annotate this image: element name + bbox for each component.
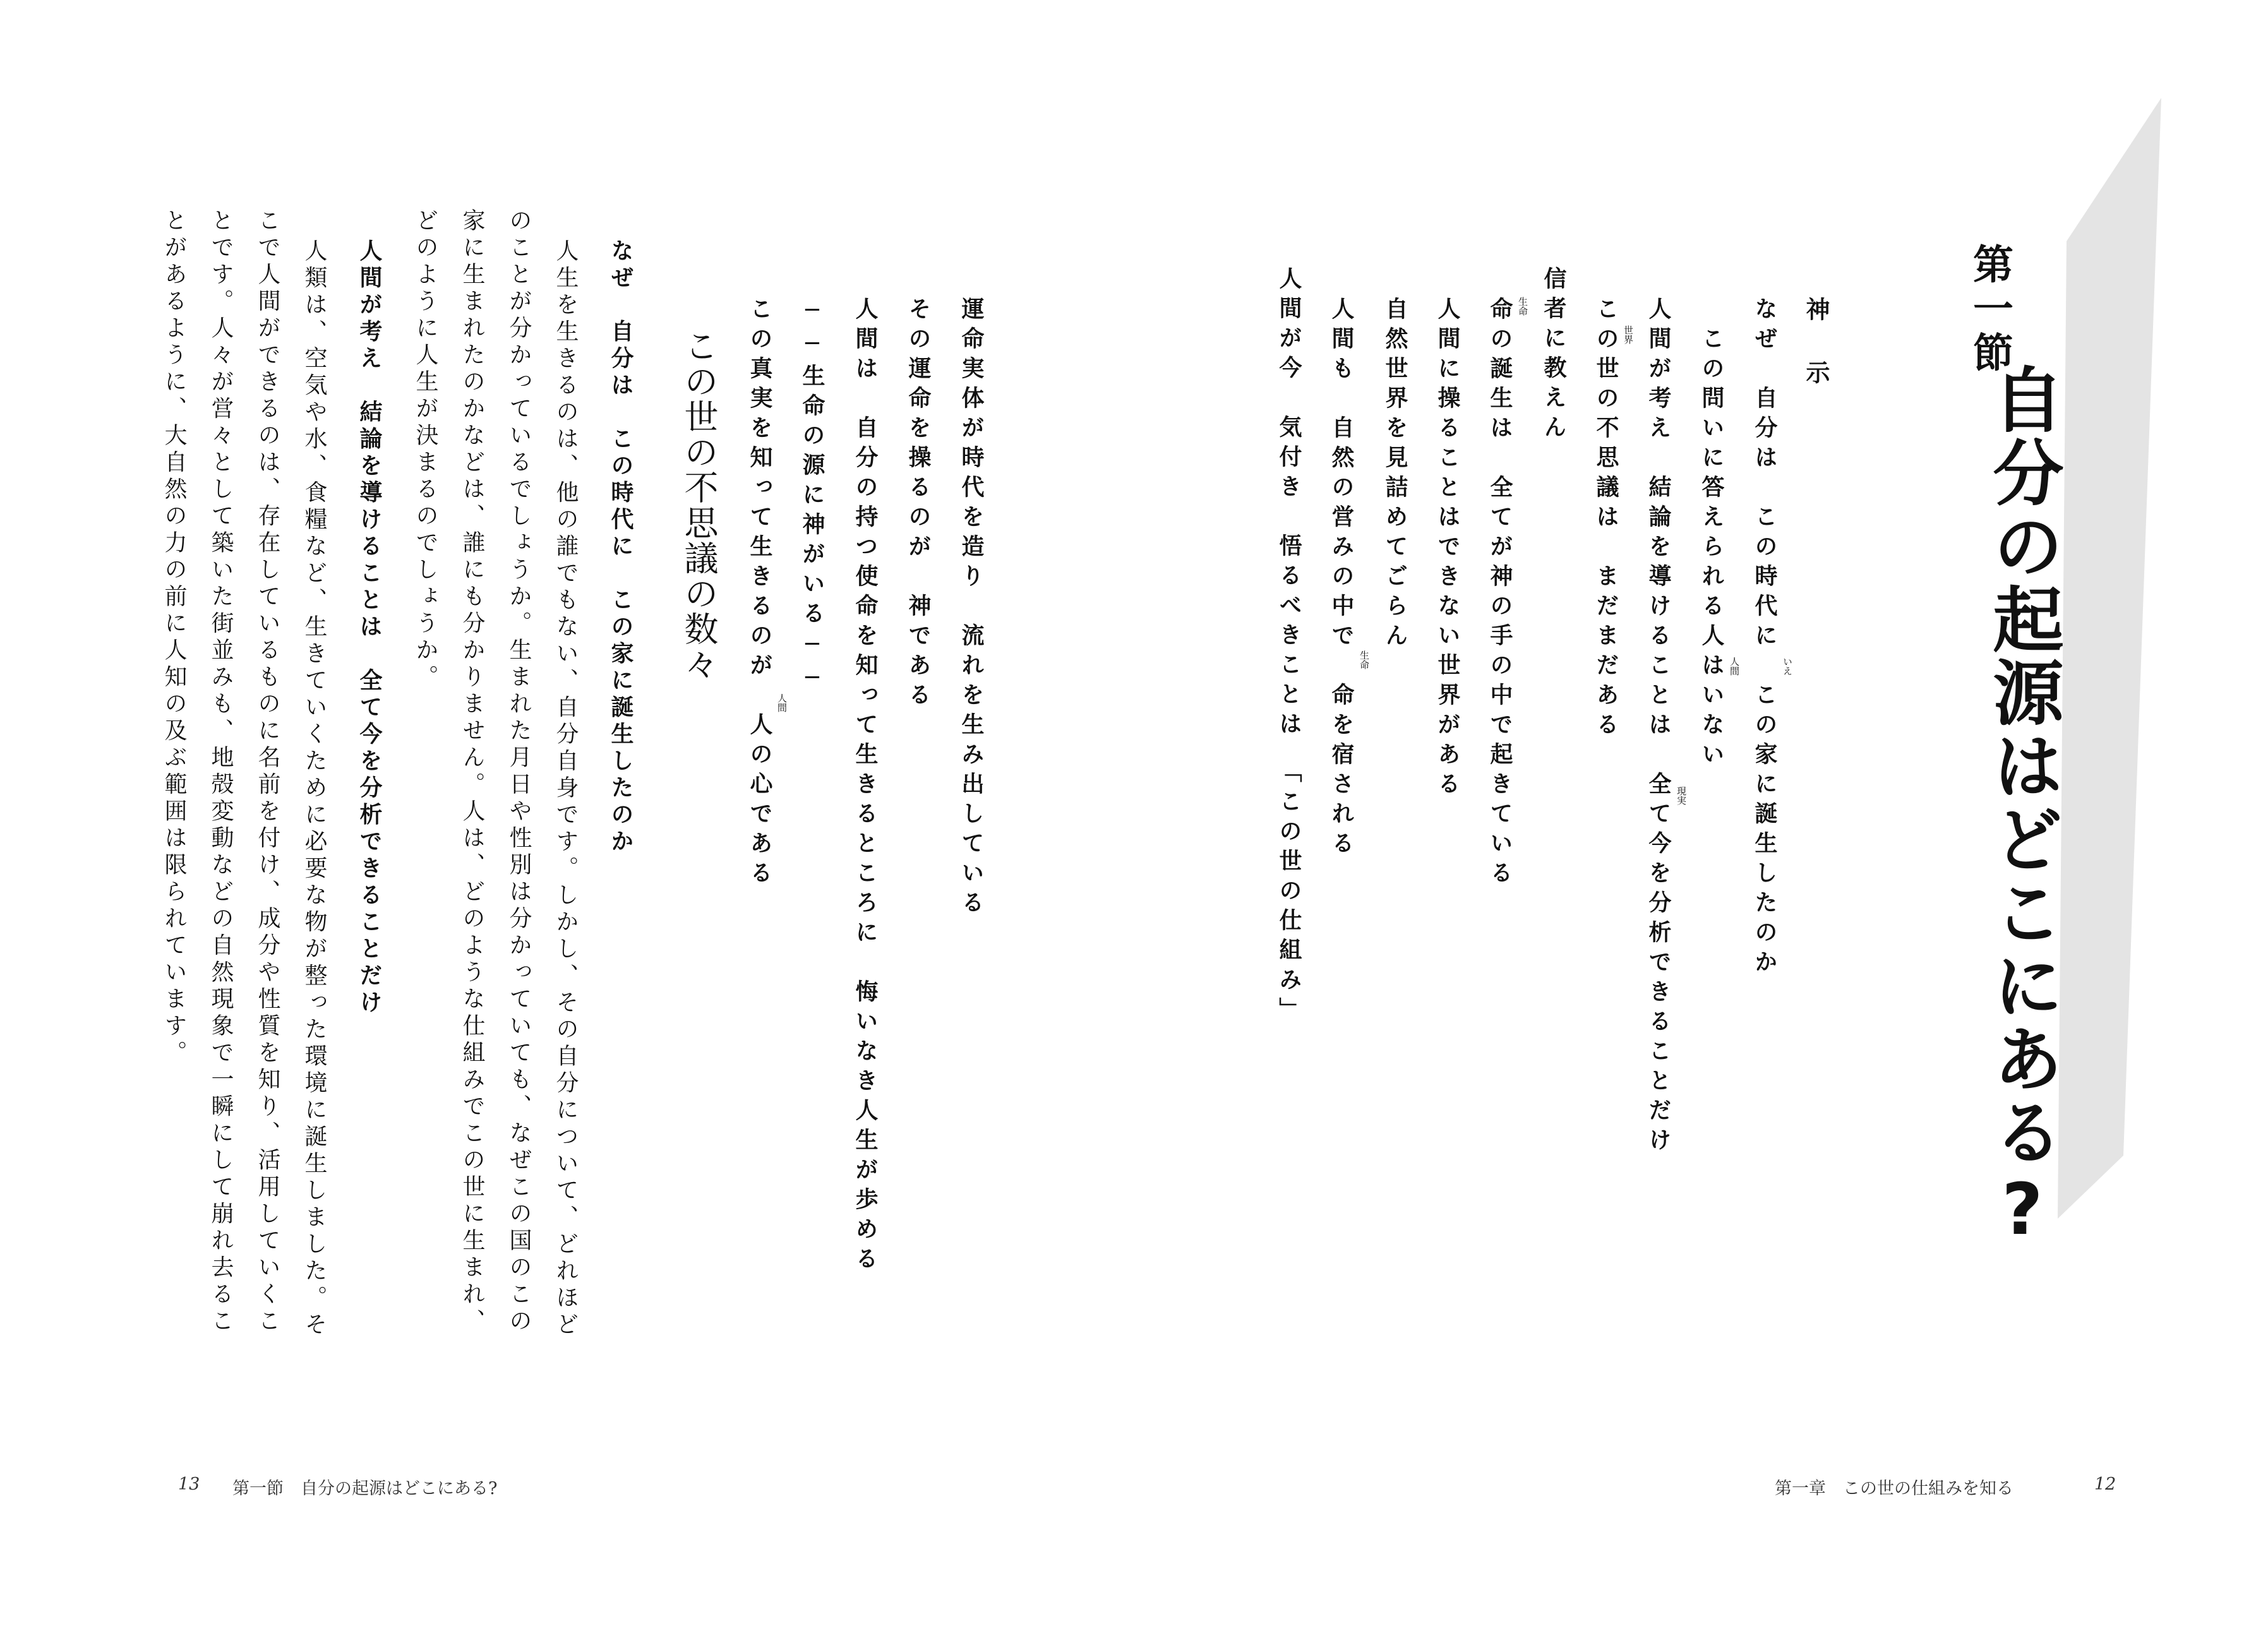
prose-line: 人間が考え 結論を導けることは 全て今を分析できることだけ [356,239,383,1017]
prose-line: こで人間ができるのは、存在しているものに名前を付け、成分や性質を知り、活用していくこ [255,208,280,1336]
poem-line: 人間に操ることはできない世界がある [1434,297,1461,801]
left-running-head: 第一節 自分の起源はどこにある? [232,1479,498,1498]
poem-line: 人間は 自分の持つ使命を知って生きるところに 悔いなき人生が歩める [852,297,879,1276]
prose-line: なぜ 自分は この時代に この家に誕生したのか [608,239,634,856]
prose-line: どのように人生が決まるのでしょうか。 [412,208,438,691]
poem-line: 人間が考え 結論を導けることは 全て今を分析できることだけ [1645,297,1672,1157]
poem-line: 人間が今 気付き 悟るべきことは 「この世の仕組み」 [1276,266,1302,1027]
poem-title: 神示 [1802,297,1830,423]
section-label: 第一節 [1966,243,2013,376]
poem-line: この問いに答えられる人はいない [1698,297,1725,772]
ruby-annotation: 人間 [776,693,788,712]
ruby-annotation: 人間 [1729,657,1740,676]
ruby-annotation: 生命 [1517,297,1528,316]
ruby-annotation: いえ [1782,657,1793,676]
prose-line: とがあるように、大自然の力の前に人知の及ぶ範囲は限られています。 [161,208,187,1067]
poem-line: ──生命の源に神がいる── [799,297,825,698]
ruby-annotation: 世界 [1623,325,1634,344]
left-page-number [178,1474,200,1494]
poem-line: 自然世界を見詰めてごらん [1382,297,1408,653]
page-number: 12 [2094,1474,2116,1494]
prose-line: 家に生まれたのかなどは、誰にも分かりません。人は、どのような仕組みでこの世に生まれ、 [459,208,485,1336]
prose-line: 人生を生きるのは、他の誰でもない、自分自身です。しかし、その自分について、どれほど [553,239,579,1339]
poem-line: 信者に教えん [1540,266,1567,445]
section-title: 自分の起源はどこにある? [1981,363,2063,1253]
page-number: 13 [178,1474,200,1494]
poem-line: この世の不思議は まだまだある [1593,297,1619,742]
right-running-head: 第一章 この世の仕組みを知る [1775,1479,2013,1498]
prose-line: 人類は、空気や水、食糧など、生きていくために必要な物が整った環境に誕生しました。そ [301,239,327,1339]
poem-line: その運命を操るのが 神である [905,297,932,712]
prose-line: のことが分かっているでしょうか。生まれた月日や性別は分かっていても、なぜこの国のこの [506,208,532,1336]
poem-line: 運命実体が時代を造り 流れを生み出している [958,297,985,920]
ruby-annotation: 現実 [1676,786,1687,805]
poem-line: 命の誕生は 全てが神の手の中で起きている [1487,297,1513,890]
right-page-number [2094,1474,2116,1494]
subheading: この世の不思議の数々 [679,328,719,682]
prose-line: とです。人々が営々として築いた街並みも、地殻変動などの自然現象で一瞬にして崩れ去るこ [208,208,234,1336]
ruby-annotation: 生命 [1359,650,1370,669]
poem-line: この真実を知って生きるのが 人の心である [747,297,773,890]
poem-line: 人間も 自然の営みの中で 命を宿される [1328,297,1355,861]
poem-line: なぜ 自分は この時代に この家に誕生したのか [1751,297,1778,979]
